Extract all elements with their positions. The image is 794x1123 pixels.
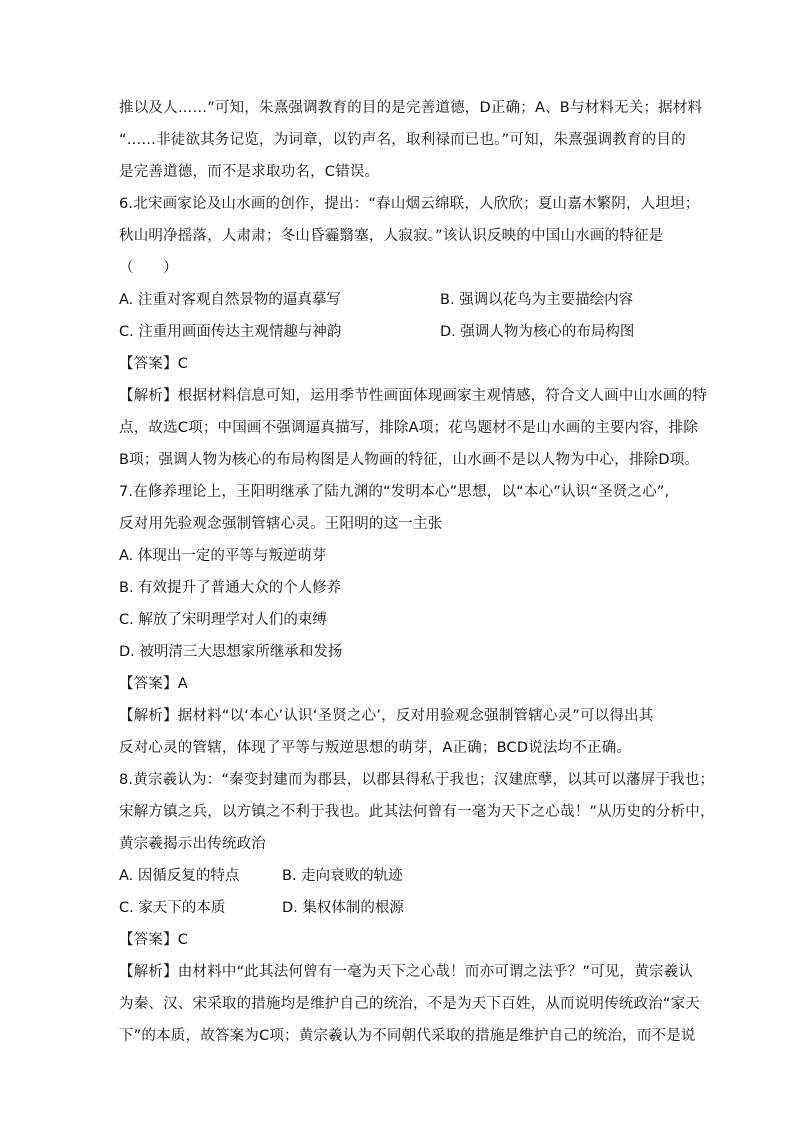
- q7-option-b: B. 有效提升了普通大众的个人修养: [119, 580, 342, 596]
- q7-analysis-line: 反对心灵的管辖，体现了平等与叛逆思想的萌芽，A正确；BCD说法均不正确。: [119, 740, 632, 756]
- q6-analysis-line: B项；强调人物为核心的布局构图是人物画的特征，山水画不是以人物为中心，排除D项。: [119, 452, 700, 468]
- q8-option-b: B. 走向衰败的轨迹: [282, 868, 403, 884]
- q8-analysis-line: 【解析】由材料中“此其法何曾有一毫为天下之心哉！而亦可谓之法乎？”可见，黄宗羲认: [119, 964, 694, 980]
- q8-stem-line: 黄宗羲揭示出传统政治: [119, 836, 266, 852]
- q8-answer: 【答案】C: [119, 932, 189, 948]
- q6-stem-line: 秋山明净摇落，人肃肃；冬山昏霾翳塞，人寂寂。”该认识反映的中国山水画的特征是: [119, 228, 664, 244]
- prev-analysis-line: “……非徒欲其务记览，为词章，以钓声名，取利禄而已也。”可知，朱熹强调教育的目的: [119, 132, 686, 148]
- q8-analysis-line: 下”的本质，故答案为C项；黄宗羲认为不同朝代采取的措施是维护自己的统治，而不是说: [119, 1028, 696, 1044]
- q7-analysis-line: 【解析】据材料“以‘本心’认识‘圣贤之心’，反对用验观念强制管辖心灵”可以得出其: [119, 708, 654, 724]
- q6-analysis-line: 【解析】根据材料信息可知，运用季节性画面体现画家主观情感，符合文人画中山水画的特: [119, 388, 707, 404]
- prev-analysis-line: 是完善道德，而不是求取功名，C错误。: [119, 164, 380, 180]
- q8-option-a: A. 因循反复的特点: [119, 868, 240, 884]
- q6-option-a: A. 注重对客观自然景物的逼真摹写: [119, 292, 341, 308]
- q7-option-a: A. 体现出一定的平等与叛逆萌芽: [119, 548, 327, 564]
- prev-analysis-line: 推以及人……”可知，朱熹强调教育的目的是完善道德，D正确；A、B与材料无关；据材料: [119, 100, 703, 116]
- q7-option-d: D. 被明清三大思想家所继承和发扬: [119, 644, 343, 660]
- q6-analysis-line: 点，故选C项；中国画不强调逼真描写，排除A项；花鸟题材不是山水画的主要内容，排除: [119, 420, 699, 436]
- q6-option-c: C. 注重用画面传达主观情趣与神韵: [119, 324, 342, 340]
- q6-answer: 【答案】C: [119, 356, 189, 372]
- q8-option-d: D. 集权体制的根源: [282, 900, 404, 916]
- q8-stem-line: 宋解方镇之兵，以方镇之不利于我也。此其法何曾有一毫为天下之心哉！”从历史的分析中，: [119, 804, 715, 820]
- q7-stem-line: 7.在修养理论上，王阳明继承了陆九渊的“发明本心”思想，以“本心”认识“圣贤之心”,: [119, 484, 670, 500]
- q7-answer: 【答案】A: [119, 676, 188, 692]
- q7-option-c: C. 解放了宋明理学对人们的束缚: [119, 612, 327, 628]
- q8-analysis-line: 为秦、汉、宋采取的措施均是维护自己的统治，不是为天下百姓，从而说明传统政治“家天: [119, 996, 701, 1012]
- q8-stem-line: 8.黄宗羲认为：“秦变封建而为郡县，以郡县得私于我也；汉建庶孽，以其可以藩屏于我也；: [119, 772, 715, 788]
- q6-option-b: B. 强调以花鸟为主要描绘内容: [440, 292, 634, 308]
- q6-option-d: D. 强调人物为核心的布局构图: [440, 324, 635, 340]
- q6-stem-line: （ ）: [119, 260, 178, 276]
- q6-stem-line: 6.北宋画家论及山水画的创作，提出：“春山烟云绵联，人欣欣；夏山嘉木繁阴，人坦坦；: [119, 196, 700, 212]
- q7-stem-line: 反对用先验观念强制管辖心灵。王阳明的这一主张: [119, 516, 443, 532]
- q8-option-c: C. 家天下的本质: [119, 900, 226, 916]
